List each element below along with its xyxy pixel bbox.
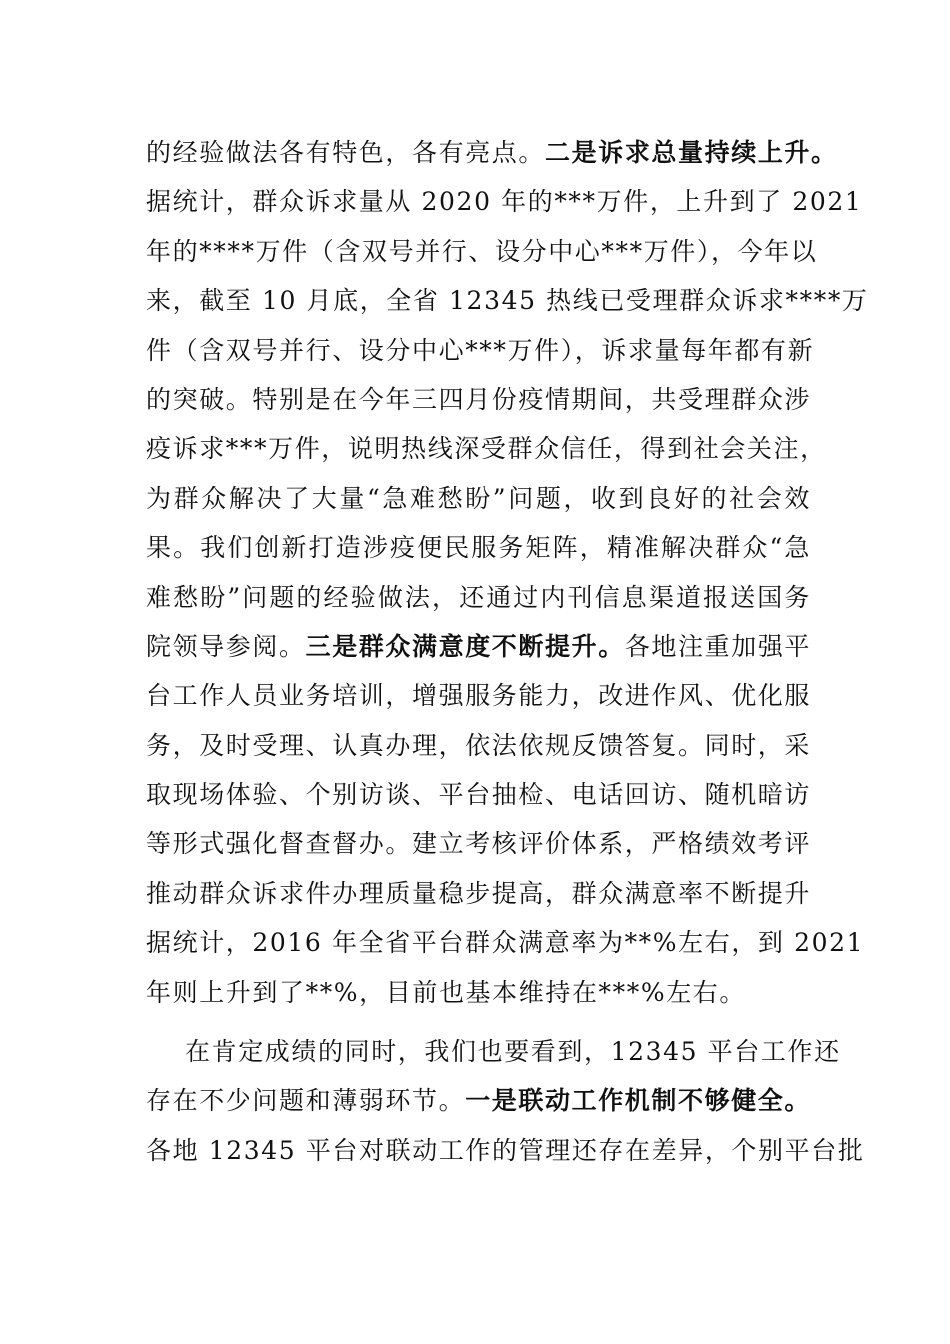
text-run: 取现场体验、个别访谈、平台抽检、电话回访、随机暗访 xyxy=(146,780,812,810)
text-line xyxy=(146,721,811,770)
text-run: 据统计，群众诉求量从 2020 年的***万件，上升到了 2021 xyxy=(146,187,863,217)
text-line xyxy=(146,819,811,868)
text-run: 等形式强化督查督办。建立考核评价体系，严格绩效考评 xyxy=(146,829,812,859)
paragraph-2 xyxy=(146,1027,865,1175)
bold-heading-2: 二是诉求总量持续上升。 xyxy=(545,138,838,167)
text-run: 各地注重加强平 xyxy=(624,631,812,661)
text-run: 难愁盼”问题的经验做法，还通过内刊信息渠道报送国务 xyxy=(146,582,811,612)
text-run: 务，及时受理、认真办理，依法依规反馈答复。同时，采 xyxy=(146,730,812,760)
text-line xyxy=(146,1076,811,1125)
text-line xyxy=(146,918,865,967)
text-run: 在肯定成绩的同时，我们也要看到，12345 平台工作还 xyxy=(185,1037,841,1067)
text-run: 台工作人员业务培训，增强服务能力，改进作风、优化服 xyxy=(146,681,812,711)
text-run: 件（含双号并行、设分中心***万件），诉求量每年都有新 xyxy=(146,335,815,365)
text-line xyxy=(146,770,811,819)
text-line xyxy=(146,375,811,424)
text-run: 来，截至 10 月底，全省 12345 热线已受理群众诉求****万 xyxy=(146,286,869,316)
paragraph-1 xyxy=(146,128,869,1017)
text-run: 年则上升到了**%，目前也基本维持在***%左右。 xyxy=(146,977,747,1007)
text-line xyxy=(146,1126,865,1175)
text-run: 年的****万件（含双号并行、设分中心***万件），今年以 xyxy=(146,236,818,266)
text-line xyxy=(146,227,818,276)
text-line xyxy=(146,869,811,918)
text-run: 为群众解决了大量“急难愁盼”问题，收到良好的社会效 xyxy=(146,483,811,513)
paragraph-gap xyxy=(146,1017,811,1027)
text-line xyxy=(146,573,811,622)
text-run: 疫诉求***万件，说明热线深受群众信任，得到社会关注， xyxy=(146,434,827,464)
bold-heading-3: 三是群众满意度不断提升。 xyxy=(305,631,625,661)
text-line xyxy=(146,523,811,572)
text-run: 存在不少问题和薄弱环节。 xyxy=(146,1086,466,1116)
text-line-indented xyxy=(146,1027,841,1076)
text-run: 的经验做法各有特色，各有亮点。 xyxy=(146,138,546,167)
text-run: 据统计，2016 年全省平台群众满意率为**%左右，到 2021 xyxy=(146,928,865,958)
text-line xyxy=(146,474,811,523)
text-run: 的突破。特别是在今年三四月份疫情期间，共受理群众涉 xyxy=(146,384,812,414)
text-line xyxy=(146,128,838,177)
text-line-last xyxy=(146,968,811,1017)
text-line xyxy=(146,671,811,720)
text-line xyxy=(146,326,815,375)
text-run: 院领导参阅。 xyxy=(146,631,306,661)
text-line xyxy=(146,424,827,473)
text-line xyxy=(146,276,869,325)
text-line xyxy=(146,177,863,226)
text-run: 果。我们创新打造涉疫便民服务矩阵，精准解决群众“急 xyxy=(146,533,811,563)
text-run: 推动群众诉求件办理质量稳步提高，群众满意率不断提升 xyxy=(146,878,812,908)
text-line xyxy=(146,622,811,671)
bold-heading-1: 一是联动工作机制不够健全。 xyxy=(465,1086,812,1116)
text-run: 各地 12345 平台对联动工作的管理还存在差异，个别平台批 xyxy=(146,1135,865,1165)
body-text xyxy=(146,128,869,1175)
